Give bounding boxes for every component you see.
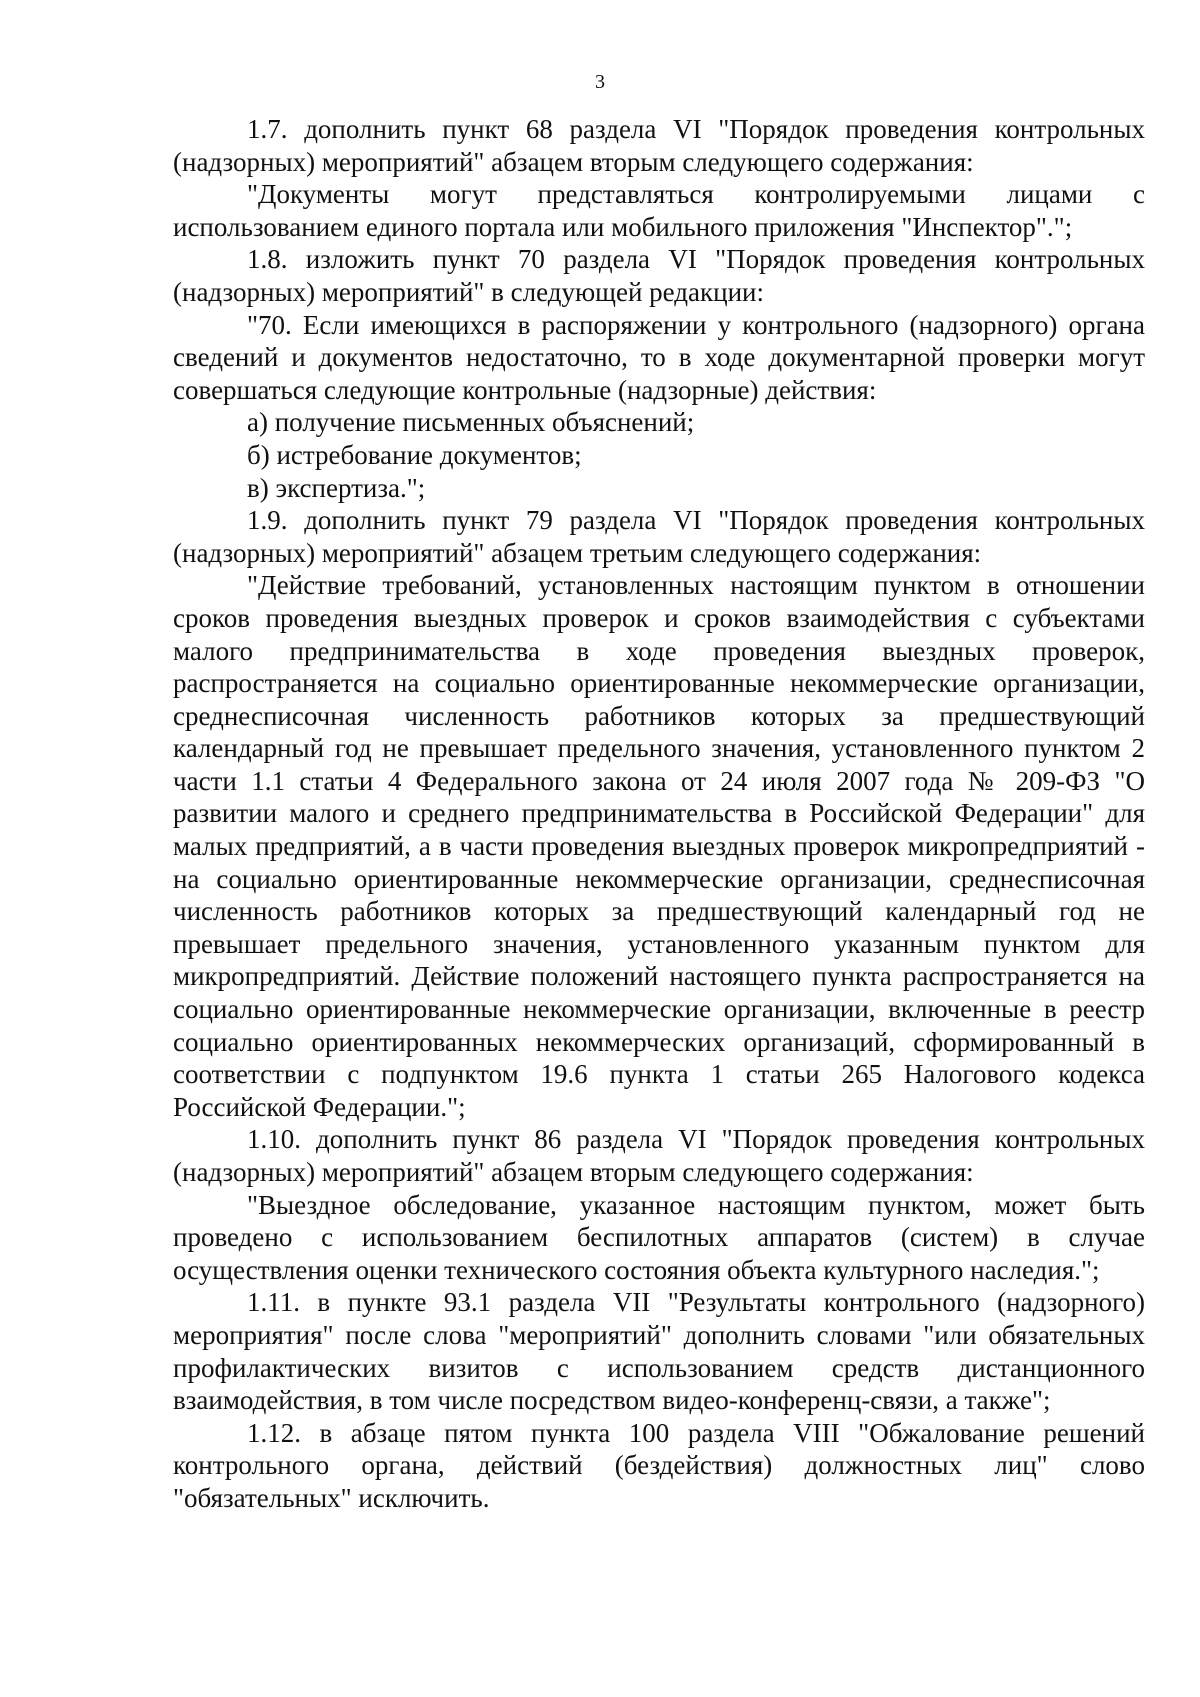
paragraph-quote-requirements: "Действие требований, установленных настоящим пунктом в отношении сроков проведения выездных проверок и сроков взаимодействия с субъектами малого предпринимательства в ходе проведения выездных проверок, распространяется на социально ориентированные некоммерческие организации, среднесписочная численность работников которых за предшествующий календарный год не превышает предельного значения, установленного пунктом 2 части 1.1 статьи 4 Федерального закона от 24 июля 2007 года № 209-ФЗ "О развитии малого и среднего предпринимательства в Российской Федерации" для малых предприятий, а в части проведения выездных проверок микропредприятий - на социально ориентированные некоммерческие организации, среднесписочная численность работников которых за предшествующий календарный год не превышает предельного значения, установленного указанным пунктом для микропредприятий. Действие положений настоящего пункта распространяется на социально ориентированные некоммерческие организации, включенные в реестр социально ориентированных некоммерческих организаций, сформированный в соответствии с подпунктом 19.6 пункта 1 статьи 265 Налогового кодекса Российской Федерации."; — [173, 570, 1145, 1122]
paragraph-1-7: 1.7. дополнить пункт 68 раздела VI "Порядок проведения контрольных (надзорных) мероприятий" абзацем вторым следующего содержания: — [173, 114, 1145, 177]
paragraph-1-11: 1.11. в пункте 93.1 раздела VII "Результаты контрольного (надзорного) мероприятия" после слова "мероприятий" дополнить словами "или обязательных профилактических визитов с использованием средств дистанционного взаимодействия, в том числе посредством видео-конференц-связи, а также"; — [173, 1287, 1145, 1416]
paragraph-1-10: 1.10. дополнить пункт 86 раздела VI "Порядок проведения контрольных (надзорных) мероприятий" абзацем вторым следующего содержания: — [173, 1124, 1145, 1187]
paragraph-quote-70: "70. Если имеющихся в распоряжении у контрольного (надзорного) органа сведений и документов недостаточно, то в ходе документарной проверки могут совершаться следующие контрольные (надзорные) действия: — [173, 309, 1145, 405]
list-item-a: а) получение письменных объяснений; — [247, 407, 695, 438]
paragraph-quote-inspection: "Выездное обследование, указанное настоящим пунктом, может быть проведено с использованием беспилотных аппаратов (систем) в случае осуществления оценки технического состояния объекта культурного наследия."; — [173, 1189, 1145, 1285]
paragraph-1-12: 1.12. в абзаце пятом пункта 100 раздела VIII "Обжалование решений контрольного органа, действий (бездействия) должностных лиц" слово "обязательных" исключить. — [173, 1417, 1145, 1513]
paragraph-quote-documents: "Документы могут представляться контролируемыми лицами с использованием единого портала или мобильного приложения "Инспектор"."; — [173, 179, 1145, 242]
document-body — [173, 113, 1145, 1515]
list-item-v: в) экспертиза."; — [247, 472, 426, 503]
page-number: 3 — [595, 71, 605, 93]
paragraph-1-8: 1.8. изложить пункт 70 раздела VI "Порядок проведения контрольных (надзорных) мероприятий" в следующей редакции: — [173, 244, 1145, 307]
paragraph-1-9: 1.9. дополнить пункт 79 раздела VI "Порядок проведения контрольных (надзорных) мероприятий" абзацем третьим следующего содержания: — [173, 505, 1145, 568]
list-item-b: б) истребование документов; — [247, 439, 582, 470]
